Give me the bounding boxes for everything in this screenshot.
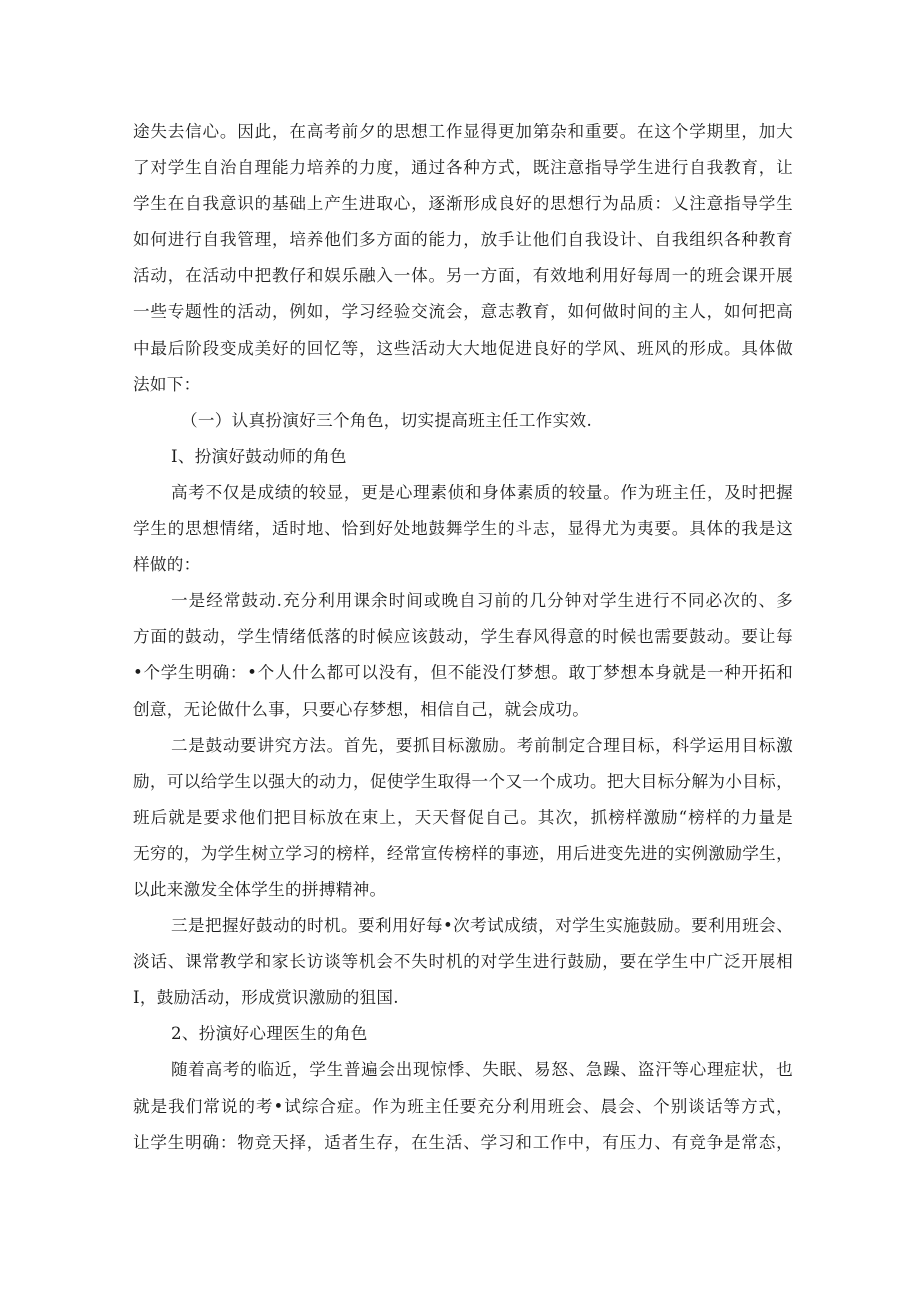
text-line: 班后就是要求他们把目标放在束上，天天督促自己。其次，抓榜样激励“榜样的力量是	[133, 807, 793, 827]
text-line: •个学生明确：•个人什么都可以没有，但不能没仃梦想。敢丁梦想本身就是一种开拓和	[133, 663, 793, 683]
text-line: 淡话、课常教学和家长访谈等机会不失时机的对学生进行鼓励，要在学生中广泛开展相	[133, 952, 793, 972]
text-line: 学生的思想情绪，适时地、恰到好处地鼓舞学生的斗志，显得尤为夷要。具体的我是这	[133, 519, 793, 539]
text-line: 二是鼓动要讲究方法。首先，要抓目标激励。考前制定合理目标，科学运用目标激	[171, 735, 793, 755]
text-line: 途失去信心。因此，在高考前夕的思想工作显得更加第杂和重要。在这个学期里，加大	[133, 122, 793, 141]
text-line: 创意，无论做什么事，只要心存梦想，相信自己，就会成功。	[133, 699, 590, 719]
text-line: 2、扮演好心理医生的角色	[171, 1024, 368, 1044]
text-line: 高考不仅是成绩的较显，更是心理素侦和身体素质的较量。作为班主任，及时把握	[171, 482, 793, 502]
text-line: I，鼓励活动，形成赏识激励的狙国.	[133, 988, 399, 1008]
text-line: 就是我们常说的考•试综合症。作为班主任要充分利用班会、晨会、个别谈话等方式，	[133, 1096, 793, 1116]
text-line: 随着高考的临近，学生普遍会出现惊悸、失眠、易怒、急躁、盗汗等心理症状，也	[171, 1060, 793, 1080]
text-line: 如何进行自我管理，培养他们多方面的能力，放手让他们自我设计、自我组织各种教育	[133, 230, 793, 250]
text-line: 以此来激发全体学生的拼搏精神。	[133, 879, 387, 899]
text-line: 了对学生自治自理能力培养的力度，通过各种方式，既注意指导学生进行自我教育，让	[133, 158, 793, 178]
text-line: 活动，在活动中把教仔和娱乐融入一体。另一方面，有效地利用好每周一的班会课开展	[133, 266, 793, 286]
text-line: （一）认真扮演好三个角色，切实提高班主任工作实效.	[181, 410, 593, 430]
text-line: 让学生明确：物竞天择，适者生存，在生活、学习和工作中，有压力、有竞争是常态，	[133, 1132, 793, 1152]
text-line: 法如下：	[133, 374, 201, 394]
text-line: 学生在自我意识的基础上产生进取心，逐渐形成良好的思想行为品质：乂注意指导学生	[133, 194, 793, 214]
text-line: 中最后阶段变成美好的回忆等，这些活动大大地促进良好的学风、班风的形成。具体做	[133, 338, 793, 358]
text-line: 样做的：	[133, 555, 201, 575]
text-line: 励，可以给学生以强大的动力，促使学生取得一个又一个成功。把大目标分解为小目标，	[133, 771, 793, 791]
text-line: 一些专题性的活动，例如，学习经验交流会，意志教育，如何做时间的主人，如何把高	[133, 302, 793, 322]
text-line: 方面的鼓动，学生情绪低落的时候应该鼓动，学生春风得意的时候也需要鼓动。要让每	[133, 627, 793, 647]
text-line: I、扮演好鼓动师的角色	[171, 446, 347, 466]
body-text	[133, 114, 793, 1161]
text-line: 三是把握好鼓动的时机。要利用好每•次考试成绩，对学生实施鼓励。要利用班会、	[171, 916, 793, 936]
text-line: 一是经常鼓动.充分利用课余时间或晚自习前的几分钟对学生进行不同必次的、多	[171, 591, 793, 611]
text-line: 无穷的，为学生树立学习的榜样，经常宣传榜样的事迹，用后进变先进的实例激励学生，	[133, 843, 793, 863]
